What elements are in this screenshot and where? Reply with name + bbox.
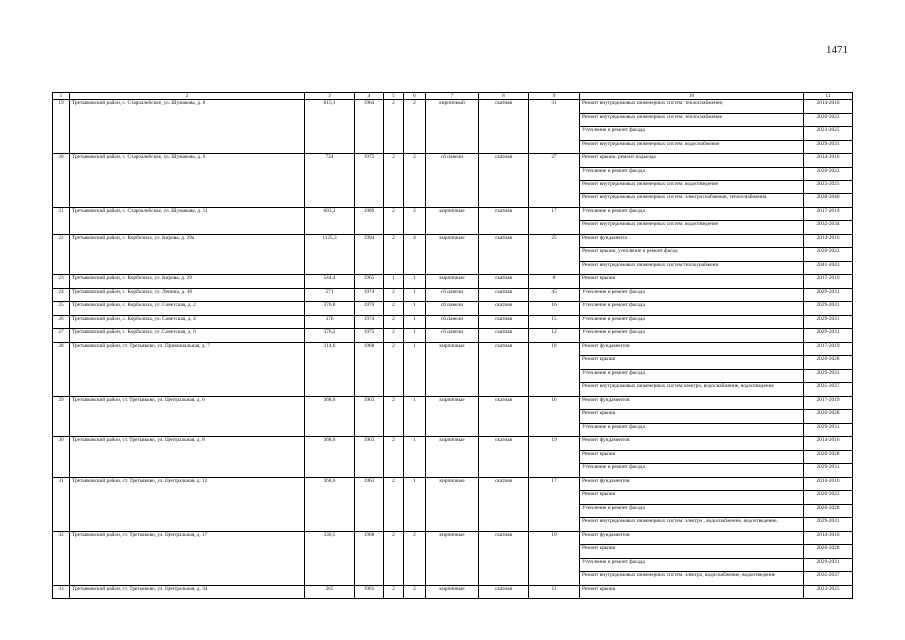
entrances-cell: 1 — [404, 315, 426, 328]
work-type-cell: Ремонт фундаментов — [580, 531, 804, 544]
table-row — [53, 437, 853, 450]
work-type-cell: Утепление и ремонт фасада — [580, 423, 804, 436]
header-row — [53, 93, 853, 100]
row-number: 24 — [53, 288, 70, 301]
wall-material-cell: кирпичные — [426, 207, 479, 234]
year-cell: 1975 — [355, 329, 384, 342]
floors-cell: 2 — [384, 207, 404, 234]
floors-cell: 2 — [384, 315, 404, 328]
work-period-cell: 2029-2031 — [804, 140, 853, 153]
wall-material-cell: кирпичные — [426, 275, 479, 288]
work-period-cell: 2014-2016 — [804, 154, 853, 167]
apartments-cell: 19 — [529, 531, 580, 585]
work-type-cell: Ремонт фундаментов — [580, 477, 804, 490]
apartments-cell: 45 — [529, 288, 580, 301]
work-period-cell: 2020-2022 — [804, 167, 853, 180]
entrances-cell: 1 — [404, 329, 426, 342]
apartments-cell: 11 — [529, 585, 580, 598]
table-row — [53, 234, 853, 247]
work-period-cell: 2029-2031 — [804, 518, 853, 531]
wall-material-cell: сб.панели — [426, 302, 479, 315]
apartments-cell: 16 — [529, 396, 580, 436]
entrances-cell: 2 — [404, 100, 426, 154]
row-number: 26 — [53, 315, 70, 328]
work-period-cell: 2017-2019 — [804, 207, 853, 220]
wall-material-cell: сб.панели — [426, 288, 479, 301]
work-period-cell: 2020-2022 — [804, 248, 853, 261]
work-period-cell: 2014-2016 — [804, 437, 853, 450]
roof-type-cell: скатная — [479, 234, 529, 274]
header-cell: 6 — [404, 93, 426, 100]
wall-material-cell: кирпичные — [426, 585, 479, 598]
apartments-cell: 31 — [529, 100, 580, 154]
wall-material-cell: кирпичные — [426, 234, 479, 274]
table-row — [53, 154, 853, 167]
entrances-cell: 1 — [404, 302, 426, 315]
header-cell: 2 — [70, 93, 305, 100]
wall-material-cell: кирпичный — [426, 100, 479, 154]
row-number: 33 — [53, 585, 70, 598]
roof-type-cell: скатная — [479, 207, 529, 234]
area-cell: 368,6 — [305, 437, 355, 477]
work-period-cell: 2020-2022 — [804, 491, 853, 504]
floors-cell: 2 — [384, 396, 404, 436]
row-number: 27 — [53, 329, 70, 342]
entrances-cell: 1 — [404, 477, 426, 531]
work-period-cell: 2026-2028 — [804, 545, 853, 558]
work-type-cell: Утепление и ремонт фасада — [580, 329, 804, 342]
row-number: 28 — [53, 342, 70, 396]
work-period-cell: 2023-2025 — [804, 127, 853, 140]
table-row — [53, 207, 853, 220]
roof-type-cell: скатная — [479, 396, 529, 436]
floors-cell: 2 — [384, 477, 404, 531]
apartments-cell: 15 — [529, 315, 580, 328]
year-cell: 1961 — [355, 585, 384, 598]
year-cell: 1963 — [355, 396, 384, 436]
capital-repair-table — [52, 92, 852, 599]
work-type-cell: Ремонт фундаментов — [580, 342, 804, 355]
table-row — [53, 477, 853, 490]
work-period-cell: 2029-2031 — [804, 464, 853, 477]
table-row — [53, 531, 853, 544]
work-period-cell: 2017-2019 — [804, 396, 853, 409]
address-cell: Третьяковский район, ст. Третьяково, ул. Центральная, д. 34 — [70, 585, 305, 598]
area-cell: 365 — [305, 585, 355, 598]
apartments-cell: 17 — [529, 477, 580, 531]
row-number: 19 — [53, 100, 70, 154]
floors-cell: 2 — [384, 100, 404, 154]
year-cell: 1974 — [355, 288, 384, 301]
table-row — [53, 275, 853, 288]
area-cell: 376,2 — [305, 329, 355, 342]
work-type-cell: Ремонт крыши, утепление и ремонт фасад — [580, 248, 804, 261]
wall-material-cell: кирпичные — [426, 342, 479, 396]
work-period-cell: 2014-2016 — [804, 477, 853, 490]
apartments-cell: 8 — [529, 275, 580, 288]
area-cell: 724 — [305, 154, 355, 208]
work-type-cell: Утепление и ремонт фасада — [580, 288, 804, 301]
year-cell: 1968 — [355, 531, 384, 585]
address-cell: Третьяковский район, с. Староалейское, ул. Шумакова, д. 9 — [70, 154, 305, 208]
work-period-cell: 2029-2031 — [804, 369, 853, 382]
apartments-cell: 19 — [529, 437, 580, 477]
wall-material-cell: кирпичные — [426, 437, 479, 477]
wall-material-cell: сб.панели — [426, 154, 479, 208]
work-period-cell: 2035-2037 — [804, 383, 853, 396]
work-type-cell: Ремонт крыши — [580, 585, 804, 598]
year-cell: 1963 — [355, 437, 384, 477]
entrances-cell: 1 — [404, 396, 426, 436]
header-cell: 11 — [804, 93, 853, 100]
work-period-cell: 2029-2031 — [804, 329, 853, 342]
roof-type-cell: скатная — [479, 329, 529, 342]
address-cell: Третьяковский район, ст. Третьяково, ул. Центральная, д. 12 — [70, 477, 305, 531]
area-cell: 544,4 — [305, 275, 355, 288]
work-type-cell: Утепление и ремонт фасада — [580, 167, 804, 180]
row-number: 25 — [53, 302, 70, 315]
address-cell: Третьяковский район, ст. Третьяково, ул. Привокзальная, д. 7 — [70, 342, 305, 396]
entrances-cell: 2 — [404, 154, 426, 208]
area-cell: 368,6 — [305, 396, 355, 436]
roof-type-cell: скатная — [479, 302, 529, 315]
address-cell: Третьяковский район, с. Корболиха, ул. Кирова, д. 39а — [70, 234, 305, 274]
floors-cell: 2 — [384, 437, 404, 477]
header-cell: 3 — [305, 93, 355, 100]
floors-cell: 2 — [384, 531, 404, 585]
work-type-cell: Ремонт внутридомовых инженерных систем: электро, водоснабжение, водоотведение — [580, 572, 804, 585]
work-type-cell: Ремонт внутридомовых инженерных систем: теплоснабжение; — [580, 100, 804, 113]
address-cell: Третьяковский район, ст. Третьяково, ул. Центральная, д. 6 — [70, 396, 305, 436]
row-number: 31 — [53, 477, 70, 531]
row-number: 20 — [53, 154, 70, 208]
work-type-cell: Ремонт крыши — [580, 491, 804, 504]
year-cell: 1964 — [355, 100, 384, 154]
work-period-cell: 2026-2028 — [804, 504, 853, 517]
row-number: 21 — [53, 207, 70, 234]
roof-type-cell: скатная — [479, 315, 529, 328]
row-number: 30 — [53, 437, 70, 477]
roof-type-cell: скатная — [479, 288, 529, 301]
work-period-cell: 2023-2025 — [804, 180, 853, 193]
work-period-cell: 2041-2043 — [804, 261, 853, 274]
floors-cell: 2 — [384, 154, 404, 208]
header-cell: 1 — [53, 93, 70, 100]
work-type-cell: Ремонт внутридомовых инженерных систем: водоснабжение — [580, 140, 804, 153]
work-period-cell: 2029-2031 — [804, 558, 853, 571]
roof-type-cell: скатная — [479, 585, 529, 598]
work-type-cell: Утепление и ремонт фасада — [580, 127, 804, 140]
table-row — [53, 288, 853, 301]
page-number: 1471 — [826, 44, 848, 56]
work-period-cell: 2038-2040 — [804, 194, 853, 207]
work-type-cell: Утепление и ремонт фасада — [580, 464, 804, 477]
work-type-cell: Ремонт внутридомовых инженерных систем:теплоснабжени — [580, 261, 804, 274]
year-cell: 1994 — [355, 234, 384, 274]
floors-cell: 2 — [384, 342, 404, 396]
address-cell: Третьяковский район, с. Староалейское, ул. Шумакова, д. 11 — [70, 207, 305, 234]
year-cell: 1975 — [355, 154, 384, 208]
entrances-cell: 2 — [404, 207, 426, 234]
work-period-cell: 2029-2031 — [804, 288, 853, 301]
work-period-cell: 2029-2031 — [804, 302, 853, 315]
address-cell: Третьяковский район, с. Корболиха, ул. Советская, д. 4 — [70, 315, 305, 328]
year-cell: 1974 — [355, 315, 384, 328]
address-cell: Третьяковский район, с. Корболиха, ул .Советская, д. 6 — [70, 329, 305, 342]
apartments-cell: 12 — [529, 329, 580, 342]
address-cell: Третьяковский район, ст. Третьяково, ул. Центральная, д. 8 — [70, 437, 305, 477]
work-type-cell: Ремонт крыши — [580, 545, 804, 558]
entrances-cell: 2 — [404, 585, 426, 598]
apartments-cell: 25 — [529, 234, 580, 274]
work-period-cell: 2026-2028 — [804, 356, 853, 369]
table-row — [53, 585, 853, 598]
work-period-cell: 2014-2016 — [804, 234, 853, 247]
roof-type-cell: скатная — [479, 154, 529, 208]
floors-cell: 2 — [384, 288, 404, 301]
work-type-cell: Ремонт внутридомовых инженерных систем: водоотведение — [580, 180, 804, 193]
table-row — [53, 396, 853, 409]
apartments-cell: 16 — [529, 302, 580, 315]
work-type-cell: Утепление и ремонт фасада — [580, 302, 804, 315]
work-period-cell: 2014-2016 — [804, 531, 853, 544]
entrances-cell: 1 — [404, 342, 426, 396]
work-period-cell: 2020-2022 — [804, 113, 853, 126]
table-row — [53, 302, 853, 315]
row-number: 22 — [53, 234, 70, 274]
wall-material-cell: сб.панели — [426, 315, 479, 328]
area-cell: 1125,3 — [305, 234, 355, 274]
floors-cell: 2 — [384, 585, 404, 598]
row-number: 32 — [53, 531, 70, 585]
roof-type-cell: скатная — [479, 275, 529, 288]
work-type-cell: Ремонт крыши — [580, 356, 804, 369]
address-cell: Третьяковский район, с. Корболиха, ул. Советская, д. 2 — [70, 302, 305, 315]
work-type-cell: Ремонт фундаментов — [580, 437, 804, 450]
header-cell: 7 — [426, 93, 479, 100]
work-type-cell: Ремонт крыши — [580, 450, 804, 463]
work-type-cell: Утепление и ремонт фасада — [580, 207, 804, 220]
work-period-cell: 2026-2028 — [804, 450, 853, 463]
roof-type-cell: скатная — [479, 100, 529, 154]
header-cell: 4 — [355, 93, 384, 100]
work-type-cell: Ремонт крыши — [580, 275, 804, 288]
roof-type-cell: скатная — [479, 477, 529, 531]
wall-material-cell: кирпичные — [426, 477, 479, 531]
work-type-cell: Ремонт внутридомовых инженерных систем: электроснабжения, теплоснабжения — [580, 194, 804, 207]
entrances-cell: 1 — [404, 288, 426, 301]
work-period-cell: 2032-2034 — [804, 221, 853, 234]
area-cell: 815,1 — [305, 100, 355, 154]
work-period-cell: 2035-2037 — [804, 572, 853, 585]
header-cell: 8 — [479, 93, 529, 100]
wall-material-cell: кирпичные — [426, 396, 479, 436]
area-cell: 603,2 — [305, 207, 355, 234]
address-cell: Третьяковский район, с. Корболиха, ул. Кирова, д. 39 — [70, 275, 305, 288]
floors-cell: 2 — [384, 234, 404, 274]
header-cell: 9 — [529, 93, 580, 100]
apartments-cell: 27 — [529, 154, 580, 208]
area-cell: 571 — [305, 288, 355, 301]
area-cell: 376,8 — [305, 302, 355, 315]
work-period-cell: 2029-2031 — [804, 315, 853, 328]
row-number: 29 — [53, 396, 70, 436]
year-cell: 1965 — [355, 275, 384, 288]
work-type-cell: Утепление и ремонт фасада — [580, 504, 804, 517]
table-row — [53, 100, 853, 113]
work-type-cell: Ремонт внутридомовых инженерных систем:электро, водоснабжение, водоотведение — [580, 383, 804, 396]
area-cell: 368,6 — [305, 477, 355, 531]
header-cell: 10 — [580, 93, 804, 100]
floors-cell: 1 — [384, 275, 404, 288]
work-period-cell: 2029-2031 — [804, 423, 853, 436]
floors-cell: 2 — [384, 329, 404, 342]
work-type-cell: Утепление и ремонт фасада — [580, 315, 804, 328]
wall-material-cell: сб.панели — [426, 329, 479, 342]
work-type-cell: Утепление и ремонт фасада — [580, 369, 804, 382]
work-type-cell: Ремонт фундаментов — [580, 396, 804, 409]
work-type-cell: Ремонт крыши — [580, 410, 804, 423]
work-type-cell: Ремонт крыши, ремонт подъезда — [580, 154, 804, 167]
table-row — [53, 329, 853, 342]
header-cell: 5 — [384, 93, 404, 100]
apartments-cell: 17 — [529, 207, 580, 234]
area-cell: 314,6 — [305, 342, 355, 396]
address-cell: Третьяковский район, ст. Третьяково, ул. Центральная, д. 17 — [70, 531, 305, 585]
area-cell: 376 — [305, 315, 355, 328]
roof-type-cell: скатная — [479, 437, 529, 477]
area-cell: 330,5 — [305, 531, 355, 585]
roof-type-cell: скатная — [479, 531, 529, 585]
address-cell: Третьяковский район, с. Староалейское, ул. Шумакова, д. 8 — [70, 100, 305, 154]
year-cell: 1963 — [355, 477, 384, 531]
row-number: 23 — [53, 275, 70, 288]
work-period-cell: 2017-2019 — [804, 275, 853, 288]
year-cell: 1989 — [355, 207, 384, 234]
work-period-cell: 2026-2028 — [804, 410, 853, 423]
entrances-cell: 1 — [404, 437, 426, 477]
wall-material-cell: кирпичные — [426, 531, 479, 585]
work-period-cell: 2014-2016 — [804, 100, 853, 113]
work-type-cell: Ремонт внутридомовых инженерных систем: водоотведение — [580, 221, 804, 234]
entrances-cell: 4 — [404, 234, 426, 274]
work-type-cell: Ремонт внутридомовых инженерных систем: теплоснабжение — [580, 113, 804, 126]
table-row — [53, 342, 853, 355]
address-cell: Третьяковский район, с. Корболиха, ул. Ленина, д. 46 — [70, 288, 305, 301]
year-cell: 1968 — [355, 342, 384, 396]
year-cell: 1976 — [355, 302, 384, 315]
apartments-cell: 18 — [529, 342, 580, 396]
work-type-cell: Ремонт фундамента — [580, 234, 804, 247]
roof-type-cell: скатная — [479, 342, 529, 396]
table-row — [53, 315, 853, 328]
floors-cell: 2 — [384, 302, 404, 315]
work-type-cell: Утепление и ремонт фасада — [580, 558, 804, 571]
entrances-cell: 1 — [404, 275, 426, 288]
work-period-cell: 2017-2019 — [804, 342, 853, 355]
entrances-cell: 2 — [404, 531, 426, 585]
work-type-cell: Ремонт внутридомовых инженерных систем: электро , водоснабжение, водоотведение, — [580, 518, 804, 531]
work-period-cell: 2023-2025 — [804, 585, 853, 598]
